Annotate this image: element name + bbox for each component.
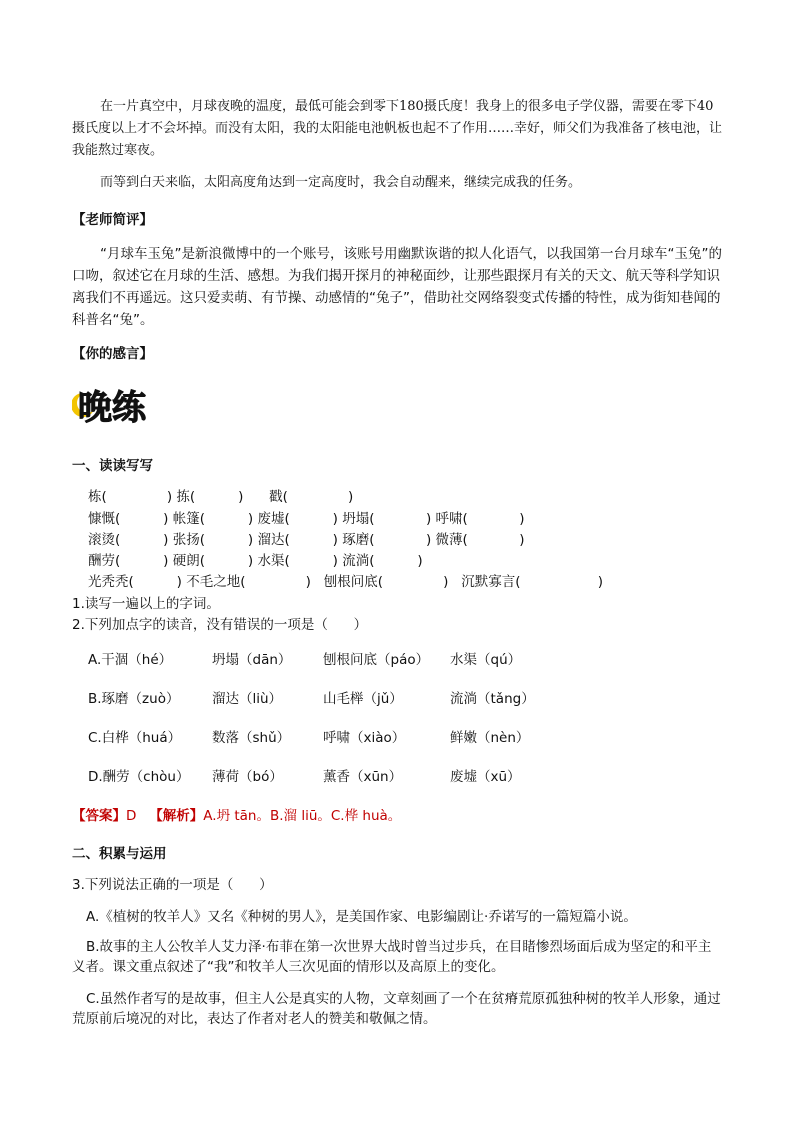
answer-line	[72, 806, 401, 826]
option-c-1: C.白桦（huá）	[88, 730, 182, 746]
option-c-2: 数落（shǔ）	[212, 730, 291, 746]
evening-practice-logo	[72, 379, 172, 431]
logo-text: 晚练	[78, 388, 146, 428]
question-2: 2.下列加点字的读音，没有错误的一项是（ ）	[72, 617, 368, 633]
vocab-row-2: 慷慨( ) 帐篷( ) 废墟( ) 坍塌( ) 呼啸( )	[88, 511, 525, 527]
option-b-4: 流淌（tǎng）	[450, 691, 535, 707]
analysis-text: A.坍 tān。B.溜 liū。C.桦 huà。	[203, 808, 402, 824]
answer-value: D	[126, 808, 137, 824]
answer-label: 【答案】	[72, 808, 126, 824]
option-d-1: D.酬劳（chòu）	[88, 769, 190, 785]
passage-paragraph-1: 在一片真空中，月球夜晚的温度，最低可能会到零下180摄氏度！我身上的很多电子学仪器，需要在零下40摄氏度以上才不会坏掉。而没有太阳，我的太阳能电池帆板也起不了作用……幸好，师父们为我准备了核电池，让我能熬过寒夜。	[72, 99, 723, 158]
option-a-1: A.干涸（hé）	[88, 652, 173, 668]
your-thoughts-heading: 【你的感言】	[72, 346, 153, 362]
question-3-option-a: A.《植树的牧羊人》又名《种树的男人》，是美国作家、电影编剧让·乔诺写的一篇短篇小说。	[86, 909, 637, 925]
option-d-2: 薄荷（bó）	[212, 769, 283, 785]
question-3-option-b: B.故事的主人公牧羊人艾力泽·布菲在第一次世界大战时曾当过步兵，在目睹惨烈场面后成为坚定的和平主义者。课文重点叙述了“我”和牧羊人三次见面的情形以及高原上的变化。	[72, 939, 712, 975]
vocab-row-4: 酬劳( ) 硬朗( ) 水渠( ) 流淌( )	[88, 553, 423, 569]
vocab-row-1: 栋( ) 拣( ) 戳( )	[88, 489, 354, 505]
option-c-3: 呼啸（xiào）	[323, 730, 406, 746]
option-a-4: 水渠（qú）	[450, 652, 522, 668]
question-1: 1.读写一遍以上的字词。	[72, 596, 220, 612]
vocab-row-3: 滚烫( ) 张扬( ) 溜达( ) 琢磨( ) 微薄( )	[88, 532, 525, 548]
option-b-3: 山毛榉（jǔ）	[323, 691, 403, 707]
passage-paragraph-2: 而等到白天来临，太阳高度角达到一定高度时，我会自动醒来，继续完成我的任务。	[100, 175, 582, 190]
option-c-4: 鲜嫩（nèn）	[450, 730, 530, 746]
teacher-review-heading: 【老师简评】	[72, 212, 153, 228]
section2-heading: 二、积累与运用	[72, 846, 167, 862]
option-a-3: 刨根问底（páo）	[323, 652, 430, 668]
option-b-1: B.琢磨（zuò）	[88, 691, 180, 707]
section1-heading: 一、读读写写	[72, 458, 153, 474]
vocab-row-5: 光秃秃( ) 不毛之地( ) 刨根问底( ) 沉默寡言( )	[88, 574, 603, 590]
question-3: 3.下列说法正确的一项是（ ）	[72, 877, 273, 893]
teacher-review-text: “月球车玉兔”是新浪微博中的一个账号，该账号用幽默诙谐的拟人化语气，以我国第一台月球车“玉兔”的口吻，叙述它在月球的生活、感想。为我们揭开探月的神秘面纱，让那些跟探月有关的天文、航天等科学知识离我们不再遥远。这只爱卖萌、有节操、动感情的“兔子”，借助社交网络裂变式传播的特性，成为街知巷闻的科普名“兔”。	[72, 246, 722, 328]
analysis-label: 【解析】	[149, 808, 204, 824]
option-d-4: 废墟（xū）	[450, 769, 521, 785]
option-d-3: 薰香（xūn）	[323, 769, 403, 785]
option-a-2: 坍塌（dān）	[212, 652, 292, 668]
question-3-option-c: C.虽然作者写的是故事，但主人公是真实的人物，文章刻画了一个在贫瘠荒原孤独种树的牧羊人形象，通过荒原前后境况的对比，表达了作者对老人的赞美和敬佩之情。	[72, 991, 721, 1027]
option-b-2: 溜达（liù）	[212, 691, 283, 707]
